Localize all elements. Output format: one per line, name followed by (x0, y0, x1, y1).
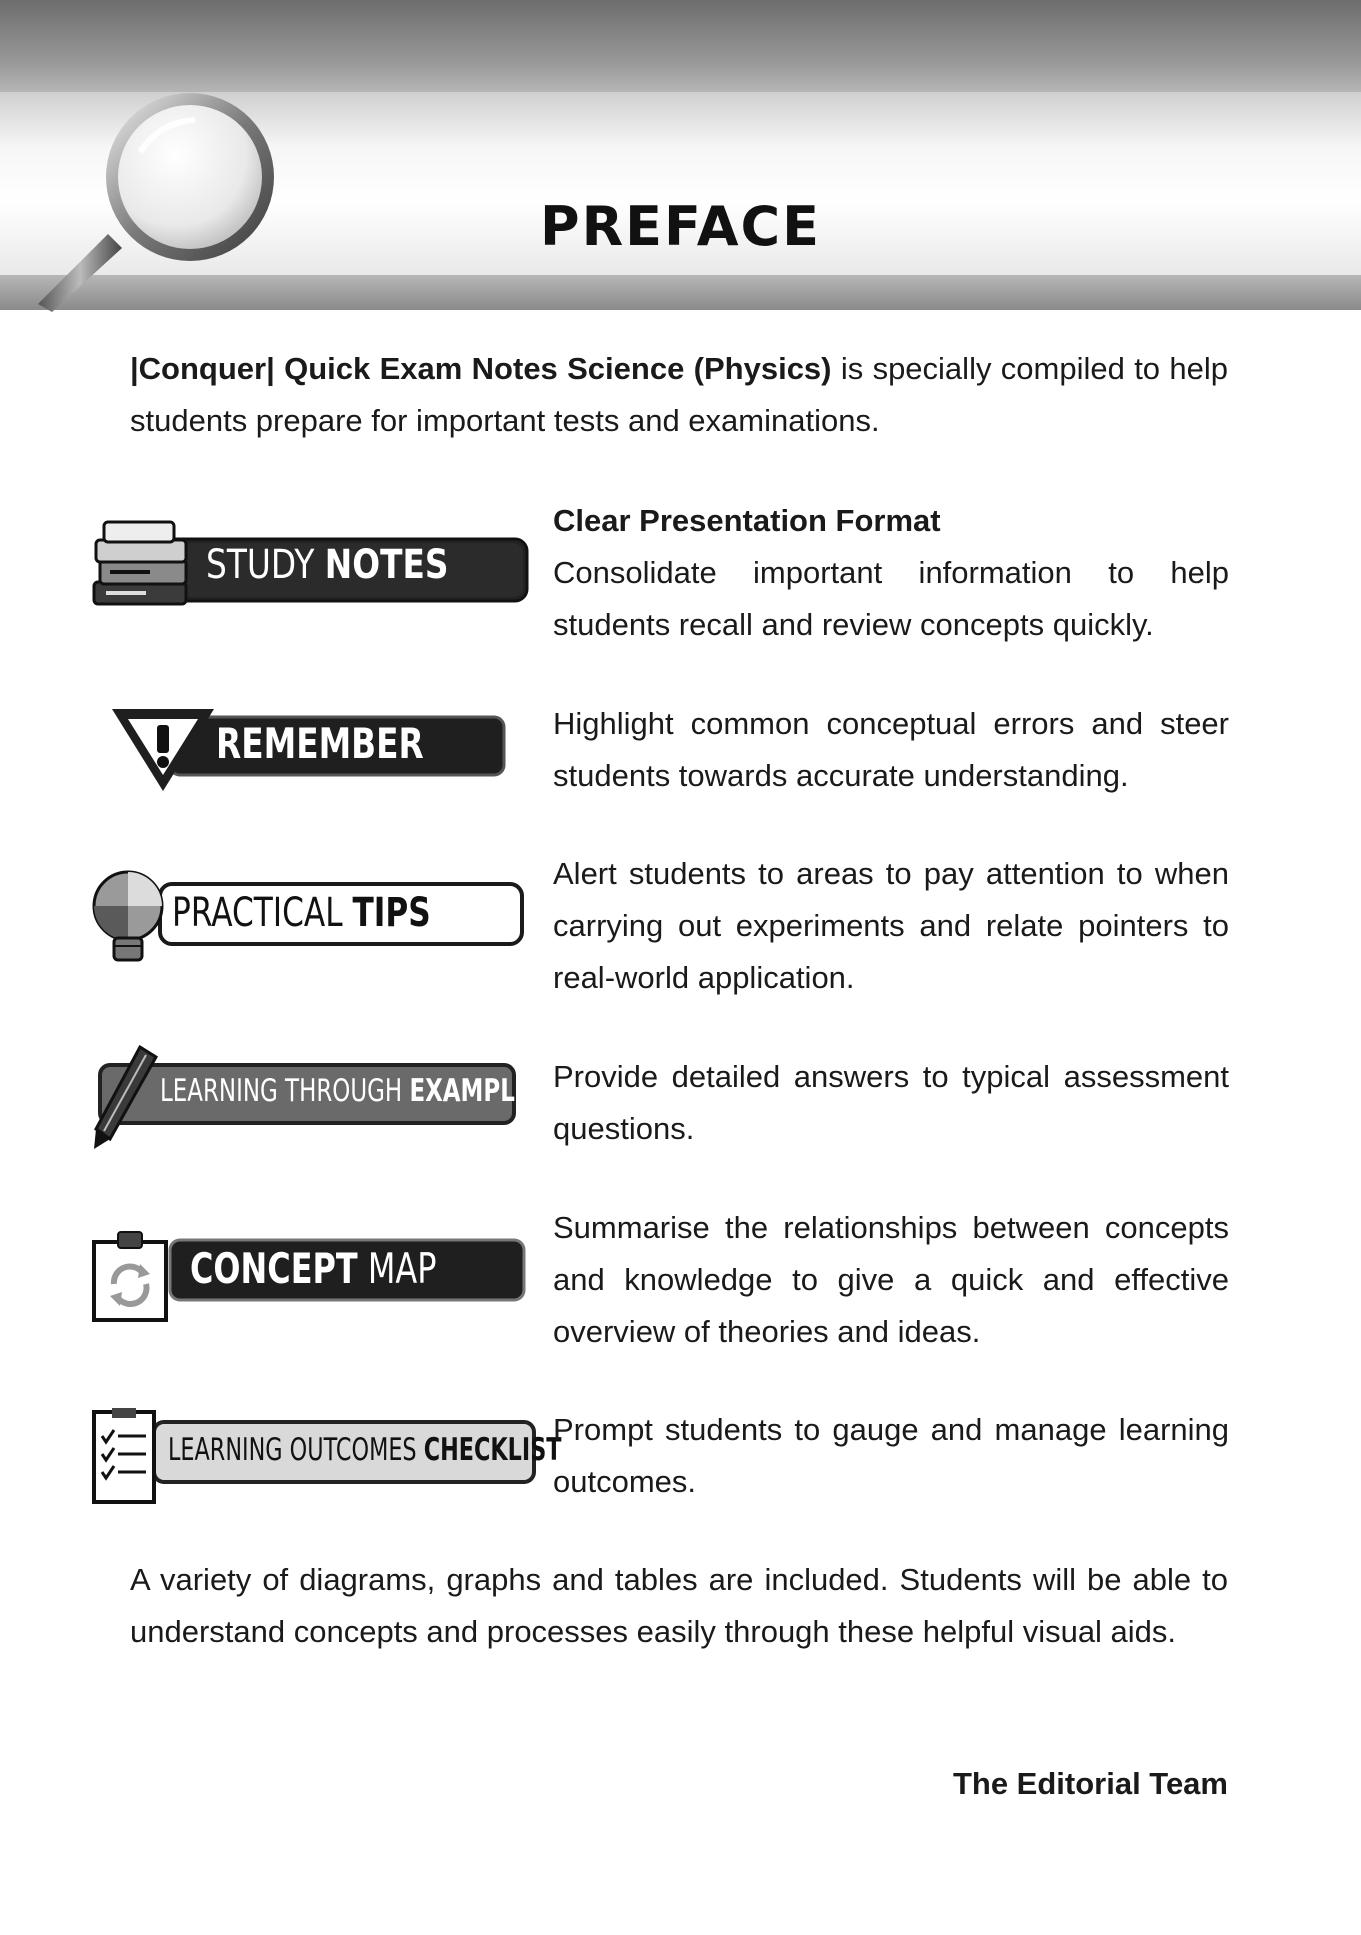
signature: The Editorial Team (952, 1766, 1228, 1801)
feature-description-examples: Provide detailed answers to typical assessment questions. (553, 1059, 1229, 1146)
practical-tips-badge (90, 860, 530, 970)
closing-paragraph: A variety of diagrams, graphs and tables are included. Students will be able to understand concepts and processes easily through these helpful visual aids. (130, 1562, 1228, 1649)
pen-icon (90, 1045, 160, 1150)
book-name: |Conquer| Quick Exam Notes Science (Physics) (130, 351, 832, 386)
page-title: PREFACE (540, 195, 822, 258)
books-stack-icon (90, 520, 200, 615)
feature-description-concept-map: Summarise the relationships between concepts and knowledge to give a quick and effective overview of theories and ideas. (553, 1210, 1229, 1349)
feature-description-study-notes: Clear Presentation Format Consolidate important information to help students recall and review concepts quickly. (553, 495, 1229, 651)
lightbulb-puzzle-icon (90, 868, 170, 968)
badge-label: STUDY NOTES (206, 542, 449, 588)
study-notes-badge (90, 510, 530, 620)
badge-label: LEARNING OUTCOMES CHECKLIST (168, 1432, 562, 1468)
feature-description-remember: Highlight common conceptual errors and steer students towards accurate understanding. (553, 706, 1229, 793)
learning-through-examples-badge (90, 1045, 548, 1155)
learning-outcomes-checklist-badge (90, 1400, 562, 1510)
intro-text: is specially compiled to help students prepare for important tests and examinations. (130, 351, 1228, 438)
badge-label: LEARNING THROUGH EXAMPLES (160, 1073, 548, 1109)
warning-triangle-icon (108, 705, 218, 795)
feature-description-checklist: Prompt students to gauge and manage learning outcomes. (553, 1412, 1229, 1499)
header-banner-top (0, 0, 1361, 92)
remember-badge (90, 695, 530, 805)
feature-heading: Clear Presentation Format (553, 503, 941, 538)
intro-paragraph (130, 343, 1228, 447)
checklist-icon (90, 1406, 160, 1506)
badge-label: PRACTICAL TIPS (172, 890, 431, 936)
badge-label: REMEMBER (216, 719, 424, 768)
concept-map-badge (90, 1220, 530, 1330)
clipboard-cycle-icon (90, 1228, 172, 1324)
badge-label: CONCEPT MAP (190, 1244, 437, 1293)
magnifying-glass-icon (30, 92, 290, 312)
feature-description-practical-tips: Alert students to areas to pay attention to when carrying out experiments and relate pointers to real-world application. (553, 856, 1229, 995)
